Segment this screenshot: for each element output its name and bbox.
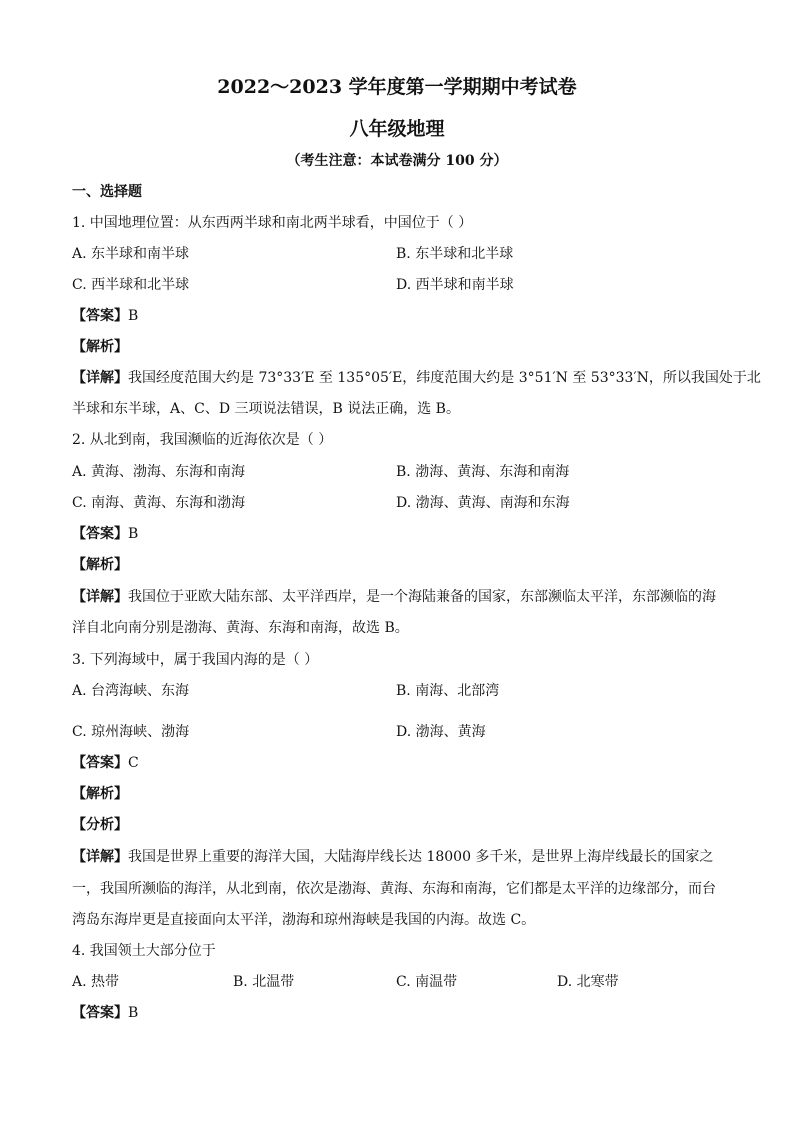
q4-stem: 4. 我国领土大部分位于 [72, 943, 216, 959]
q3-answer [72, 753, 722, 773]
q1-option-c: C. 西半球和北半球 [72, 277, 190, 293]
detail-text: 我国经度范围大约是 73°33′E 至 135°05′E，纬度范围大约是 3°51′N 至 53°33′N，所以我国处于北 [128, 370, 761, 386]
detail-text: 我国是世界上重要的海洋大国，大陆海岸线长达 18000 多千米，是世界上海岸线最长的国家之 [128, 849, 714, 865]
q3-analysis-tag: 【解析】 [72, 786, 128, 802]
answer-tag: 【答案】 [72, 526, 128, 542]
q2-option-b: B. 渤海、黄海、东海和南海 [396, 464, 570, 480]
q4-answer [72, 1003, 722, 1023]
exam-title: 2022～2023 学年度第一学期期中考试卷 [217, 76, 577, 98]
q2-option-a: A. 黄海、渤海、东海和南海 [72, 464, 246, 480]
section-title: 一、选择题 [72, 184, 142, 200]
q1-answer [72, 306, 722, 326]
q1-option-d: D. 西半球和南半球 [396, 277, 514, 293]
q3-option-d: D. 渤海、黄海 [396, 724, 486, 740]
q2-stem: 2. 从北到南，我国濒临的近海依次是（ ） [72, 432, 333, 448]
q3-detail-line-3: 湾岛东海岸更是直接面向太平洋，渤海和琼州海峡是我国的内海。故选 C。 [72, 912, 536, 928]
q2-analysis-tag: 【解析】 [72, 557, 128, 573]
q1-option-a: A. 东半球和南半球 [72, 246, 190, 262]
answer-value: B [128, 526, 139, 542]
q2-detail-line-2: 洋自北向南分别是渤海、黄海、东海和南海，故选 B。 [72, 620, 409, 636]
answer-value: B [128, 308, 139, 324]
q4-option-a: A. 热带 [72, 974, 120, 990]
detail-tag: 【详解】 [72, 849, 128, 865]
q2-detail-line-1 [72, 587, 722, 607]
detail-tag: 【详解】 [72, 589, 128, 605]
q3-option-c: C. 琼州海峡、渤海 [72, 724, 190, 740]
answer-value: C [128, 755, 139, 771]
q1-analysis-tag: 【解析】 [72, 339, 128, 355]
q2-answer [72, 524, 722, 544]
q3-detail-line-1 [72, 847, 722, 867]
detail-text: 我国位于亚欧大陆东部、太平洋西岸，是一个海陆兼备的国家，东部濒临太平洋，东部濒临的海 [128, 589, 716, 605]
answer-value: B [128, 1005, 139, 1021]
q4-option-c: C. 南温带 [396, 974, 458, 990]
q3-option-b: B. 南海、北部湾 [396, 683, 500, 699]
q3-stem: 3. 下列海域中，属于我国内海的是（ ） [72, 652, 319, 668]
answer-tag: 【答案】 [72, 755, 128, 771]
exam-subtitle: 八年级地理 [349, 118, 445, 140]
q3-detail-line-2: 一，我国所濒临的海洋，从北到南，依次是渤海、黄海、东海和南海，它们都是太平洋的边缘部分，而台 [72, 881, 716, 897]
answer-tag: 【答案】 [72, 308, 128, 324]
q2-option-c: C. 南海、黄海、东海和渤海 [72, 495, 246, 511]
q3-fenxi-tag: 【分析】 [72, 817, 128, 833]
q4-option-d: D. 北寒带 [557, 974, 619, 990]
answer-tag: 【答案】 [72, 1005, 128, 1021]
q1-detail-line-1 [72, 368, 761, 388]
q1-detail-line-2: 半球和东半球，A、C、D 三项说法错误，B 说法正确，选 B。 [72, 401, 460, 417]
exam-note: （考生注意：本试卷满分 100 分） [286, 153, 508, 169]
q2-option-d: D. 渤海、黄海、南海和东海 [396, 495, 570, 511]
detail-tag: 【详解】 [72, 370, 128, 386]
q1-option-b: B. 东半球和北半球 [396, 246, 514, 262]
q3-option-a: A. 台湾海峡、东海 [72, 683, 190, 699]
q4-option-b: B. 北温带 [233, 974, 295, 990]
q1-stem: 1. 中国地理位置：从东西两半球和南北两半球看，中国位于（ ） [72, 215, 473, 231]
